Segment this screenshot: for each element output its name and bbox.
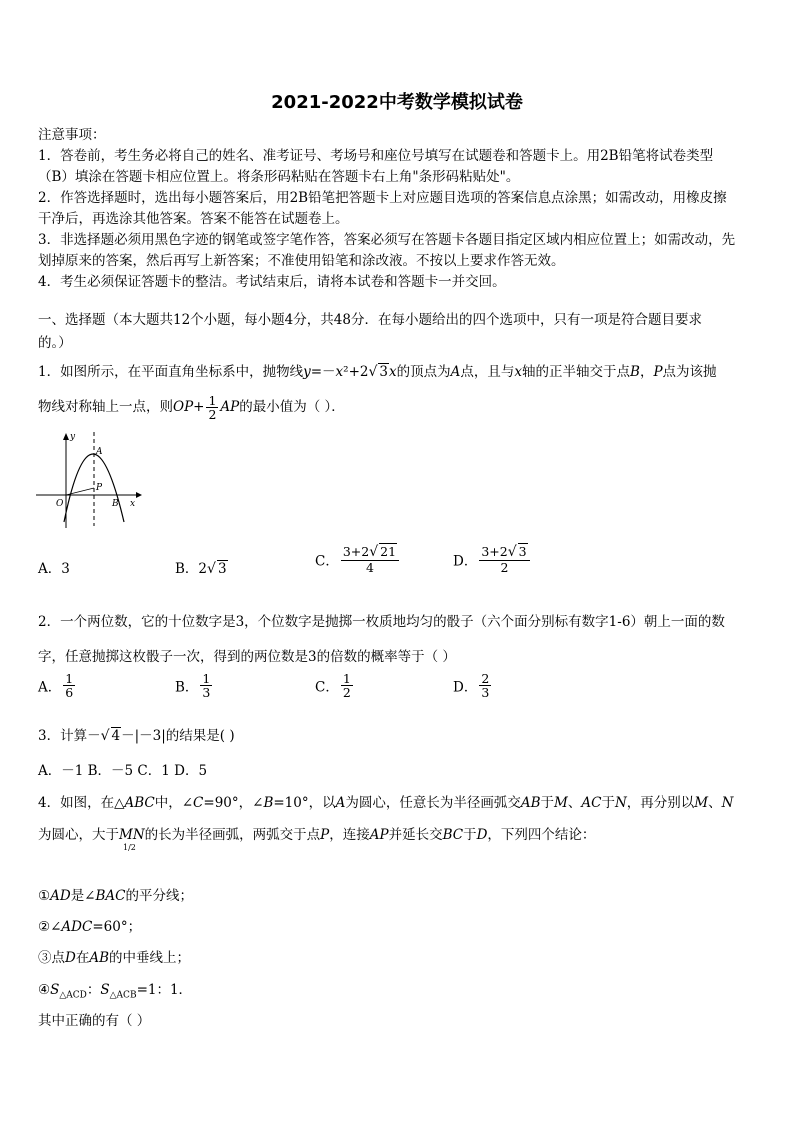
- q2-option-a: A． $\frac{1}{6}$: [38, 671, 74, 701]
- q1-fraction: $\frac{1}{2}$: [208, 393, 217, 423]
- graph-label-a: A: [96, 447, 103, 457]
- page-title: 2021-2022中考数学模拟试卷: [271, 92, 523, 113]
- q1-parabola-graph: [34, 430, 144, 530]
- notice-line-1: 1．答卷前，考生务必将自己的姓名、准考证号、考场号和座位号填写在试题卷和答题卡上。用2B铅笔将试卷类型: [38, 148, 714, 164]
- q4-statement-3: ③点D在AB的中垂线上；: [38, 950, 190, 966]
- q2-line-1: 2．一个两位数，它的十位数字是3，个位数字是抛掷一枚质地均匀的骰子（六个面分别标有数字1-6）朝上一面的数: [38, 614, 725, 630]
- graph-label-b: B: [112, 499, 119, 509]
- graph-label-y: y: [70, 432, 76, 442]
- q1-option-d: D． $\frac{3+2√ 3}{2}$: [453, 545, 532, 574]
- q4-line-1: 4．如图，在△ABC中，∠C=90°，∠B=10°，以A为圆心，任意长为半径画弧交AB于M、AC于N，再分别以M、N: [38, 795, 734, 811]
- q2-option-b: B． $\frac{1}{3}$: [175, 671, 211, 701]
- notice-line-5: 3．非选择题必须用黑色字迹的钢笔或签字笔作答，答案必须写在答题卡各题目指定区域内相应位置上；如需改动，先: [38, 232, 736, 248]
- segment-op: [66, 488, 94, 495]
- q3-options: A．－1 B．－5 C．1 D．5: [38, 763, 208, 779]
- q2-line-2: 字，任意抛掷这枚骰子一次，得到的两位数是3的倍数的概率等于（ ）: [38, 649, 456, 665]
- y-axis-arrow: [63, 433, 69, 440]
- q1-option-c: C． $\frac{3+2√ 21}{4}$: [315, 545, 401, 574]
- x-axis-arrow: [136, 492, 142, 498]
- q4-statement-2: ②∠ADC=60°；: [38, 919, 142, 935]
- q4-statement-1: ①AD是∠BAC的平分线；: [38, 888, 193, 904]
- notice-line-6: 划掉原来的答案，然后再写上新答案；不准使用铅笔和涂改液。不按以上要求作答无效。: [38, 253, 565, 269]
- graph-label-o: O: [56, 499, 64, 509]
- q1-option-b: B．2√ 3: [175, 561, 227, 577]
- q4-end: 其中正确的有（ ）: [38, 1013, 151, 1029]
- q3-line: 3．计算－√ 4－|－3|的结果是( ): [38, 728, 235, 744]
- graph-label-x: x: [130, 499, 136, 509]
- section-header-line-1: 一、选择题（本大题共12个小题，每小题4分，共48分．在每小题给出的四个选项中，只有一项是符合题目要求: [38, 312, 702, 328]
- notice-heading: 注意事项：: [38, 127, 106, 143]
- graph-label-p: P: [96, 483, 103, 493]
- q2-option-d: D． $\frac{2}{3}$: [453, 671, 490, 701]
- notice-line-2: （B）填涂在答题卡相应位置上。将条形码粘贴在答题卡右上角"条形码粘贴处"。: [38, 169, 520, 185]
- notice-line-7: 4．考生必须保证答题卡的整洁。考试结束后，请将本试卷和答题卡一并交回。: [38, 274, 506, 290]
- notice-line-4: 干净后，再选涂其他答案。答案不能答在试题卷上。: [38, 211, 349, 227]
- q2-option-c: C． $\frac{1}{2}$: [315, 671, 351, 701]
- q4-half-fraction: 1/2: [123, 843, 136, 852]
- q4-line-2: 为圆心，大于MN 1/2 的长为半径画弧，两弧交于点P，连接AP并延长交BC于D，下列四个结论：: [38, 827, 596, 852]
- q1-line-1: 1．如图所示，在平面直角坐标系中，抛物线y=－x²+2√ 3x的顶点为A点，且与x轴的正半轴交于点B，P点为该抛: [38, 364, 717, 380]
- q1-line-2: 物线对称轴上一点，则OP+ $\frac{1}{2}$ AP的最小值为（ ）．: [38, 393, 345, 423]
- section-header-line-2: 的。）: [38, 335, 72, 351]
- q1-option-a: A．3: [38, 561, 70, 577]
- notice-line-3: 2．作答选择题时，选出每小题答案后，用2B铅笔把答题卡上对应题目选项的答案信息点涂黑；如需改动，用橡皮擦: [38, 190, 727, 206]
- q4-statement-4: $④S_{\triangle ACD}$：$S_{\triangle ACB}=1$：1．: [38, 982, 193, 1001]
